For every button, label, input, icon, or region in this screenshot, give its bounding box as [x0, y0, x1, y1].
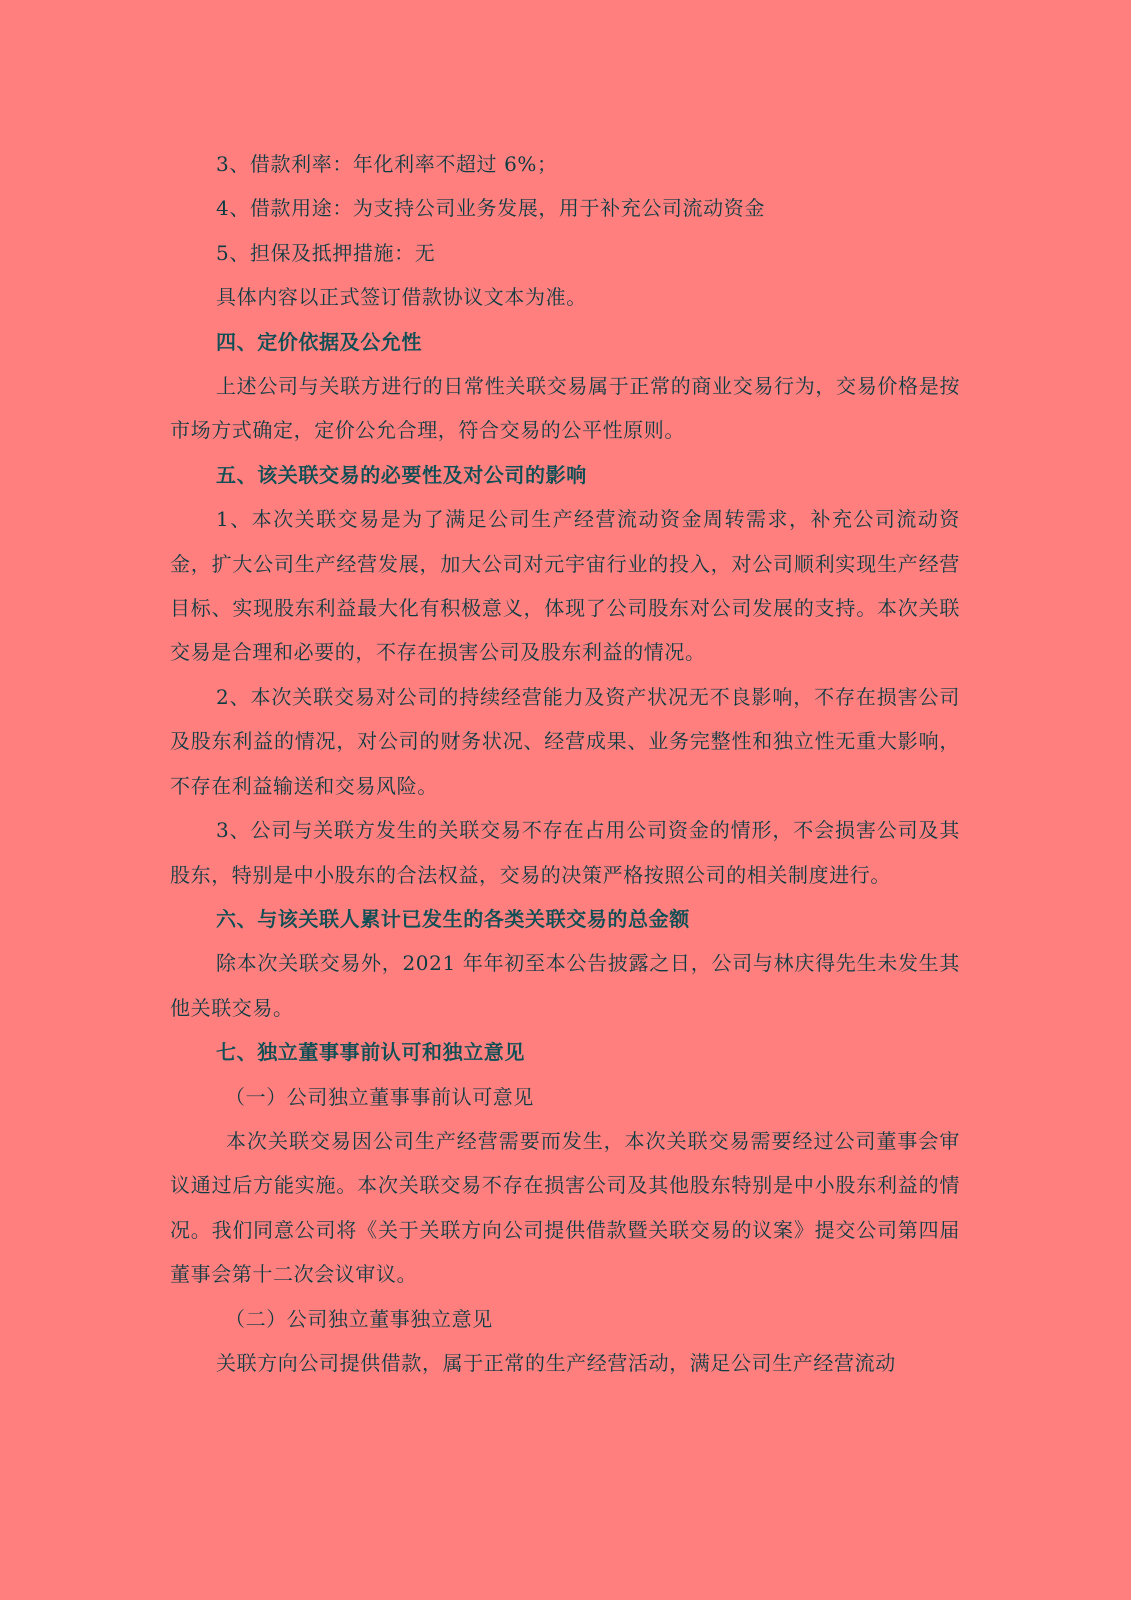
subsection-heading-prior-approval: （一）公司独立董事事前认可意见 [225, 1084, 534, 1109]
necessity-paragraph-1: 1、本次关联交易是为了满足公司生产经营流动资金周转需求，补充公司流动资金，扩大公司生产经营发展，加大公司对元宇宙行业的投入，对公司顺利实现生产经营目标、实现股东利益最大化有积极意义，体现了公司股东对公司发展的支持。本次关联交易是合理和必要的，不存在损害公司及股东利益的情况。 [170, 507, 960, 665]
section-heading-cumulative: 六、与该关联人累计已发生的各类关联交易的总金额 [216, 906, 690, 931]
agreement-note: 具体内容以正式签订借款协议文本为准。 [216, 285, 587, 310]
section-heading-independent-directors: 七、独立董事事前认可和独立意见 [216, 1040, 525, 1065]
necessity-paragraph-3: 3、公司与关联方发生的关联交易不存在占用公司资金的情形，不会损害公司及其股东，特别是中小股东的合法权益，交易的决策严格按照公司的相关制度进行。 [170, 818, 960, 887]
section-heading-pricing: 四、定价依据及公允性 [216, 329, 422, 354]
prior-approval-paragraph: 本次关联交易因公司生产经营需要而发生，本次关联交易需要经过公司董事会审议通过后方能实施。本次关联交易不存在损害公司及其他股东特别是中小股东利益的情况。我们同意公司将《关于关联方向公司提供借款暨关联交易的议案》提交公司第四届董事会第十二次会议审议。 [170, 1128, 960, 1287]
subsection-heading-independent-opinion: （二）公司独立董事独立意见 [225, 1306, 493, 1331]
cumulative-paragraph: 除本次关联交易外，2021 年年初至本公告披露之日，公司与林庆得先生未发生其他关联交易。 [170, 951, 960, 1020]
pricing-paragraph: 上述公司与关联方进行的日常性关联交易属于正常的商业交易行为，交易价格是按市场方式确定，定价公允合理，符合交易的公平性原则。 [170, 374, 960, 443]
independent-opinion-paragraph: 关联方向公司提供借款，属于正常的生产经营活动，满足公司生产经营流动 [216, 1350, 896, 1375]
loan-interest-rate-item: 3、借款利率：年化利率不超过 6%； [216, 152, 558, 176]
guarantee-item: 5、担保及抵押措施：无 [216, 240, 436, 265]
necessity-paragraph-2: 2、本次关联交易对公司的持续经营能力及资产状况无不良影响，不存在损害公司及股东利益的情况，对公司的财务状况、经营成果、业务完整性和独立性无重大影响，不存在利益输送和交易风险。 [170, 684, 960, 798]
document-body [170, 142, 960, 1385]
loan-purpose-item: 4、借款用途：为支持公司业务发展，用于补充公司流动资金 [216, 196, 765, 221]
section-heading-necessity: 五、该关联交易的必要性及对公司的影响 [216, 462, 587, 487]
